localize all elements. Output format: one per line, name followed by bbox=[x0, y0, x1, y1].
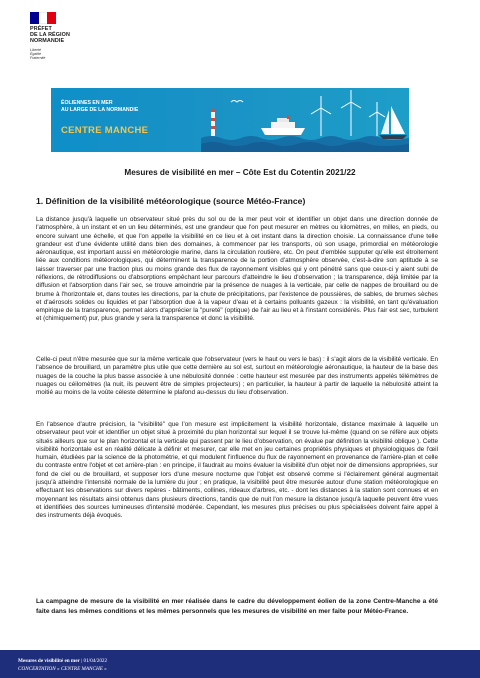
conclusion-paragraph: La campagne de mesure de la visibilité en mer réalisée dans le cadre du développement éolien de la zone Centre-Manche a été faite dans les mêmes conditions et les mêmes personnels que les mesures de visibilité en mer faite pour Météo-France. bbox=[36, 598, 438, 615]
lighthouse-icon bbox=[210, 108, 216, 136]
prefet-logo bbox=[30, 12, 90, 61]
sailboat-icon bbox=[379, 106, 407, 139]
wind-turbine-icon bbox=[311, 90, 385, 136]
paragraph-1: La distance jusqu'à laquelle un observateur situé près du sol ou de la mer peut voir et identifier un objet dans une direction donnée de l'atmosphère, à un instant et en un lieu déterminés, est une grandeur que l'on peut mesurer en mètres ou kilomètres, en milles, en pieds, ou encore suivant une échelle, et que l'on appelle la visibilité en ce lieu et à cet instant dans la direction choisie. La connaissance d'une telle grandeur est d'une évidente utilité dans bien des domaines, à commencer par les transports, où son usage, primordial en météorologie aéronautique, est important aussi en météorologie marine, dans la circulation routière, etc. On peut d'emblée supputer qu'elle est étroitement liée aux conditions météorologiques, qui déterminent la transparence de la portion d'atmosphère observée, c'est-à-dire son aptitude à se laisser traverser par une fraction plus ou moins grande des flux de rayonnement visibles qui y ont pénétré sans que ceux-ci y aient subi de réflexions, de rétrodiffusions ou d'absorptions empêchant leur parcours d'atteindre le lieu d'observation ; la transparence, déjà limitée par la diffusion et l'absorption dans l'air sec, se trouve amoindrie par la présence de nuages à la verticale, par celle de nappes de brouillard ou de brume à l'horizontale et, dans toutes les directions, par la chute de précipitations, par l'existence de poussières, de sables, de brumes sèches et d'aérosols solides ou liquides et par l'absorption due à la vapeur d'eau et à certains polluants gazeux : la visibilité, en tant qu'évaluation empirique de la transparence, permet alors d'apprécier la "pureté" (optique) de l'air au lieu et à l'instant considérés. Plus l'air est sec, turbulent et (chimiquement) pur, plus grande y sera la transparence et donc la visibilité. bbox=[36, 216, 438, 323]
footer-date: | 01/04/2022 bbox=[79, 658, 108, 664]
footer-concertation: CONCERTATION « CENTRE MANCHE » bbox=[18, 666, 107, 672]
project-banner bbox=[51, 88, 409, 152]
document-title: Mesures de visibilité en mer – Côte Est du Cotentin 2021/22 bbox=[124, 168, 356, 177]
logo-title: PRÉFET DE LA RÉGION NORMANDIE bbox=[30, 26, 70, 45]
paragraph-3: En l'absence d'autre précision, la "visibilité" que l'on mesure est implicitement la visibilité horizontale, distance maximale à laquelle un observateur peut voir et identifier un objet situé à proximité du plan horizontal sur lequel il se trouve lui-même (quand on se réfère aux objets situés ailleurs que sur le plan horizontal et la verticale qui passent par le lieu d'observation, on évalue par définition la visibilité oblique ). Cette visibilité horizontale est en réalité délicate à définir et mesurer, car elle met en jeu certaines propriétés physiques et physiologiques de l'œil humain, étudiées par la science de la photométrie, et qui modulent l'influence du flux de rayonnement en provenance de l'arrière-plan et celle du contraste entre l'objet et cet arrière-plan : en principe, il faudrait au moins évaluer la visibilité d'un objet noir de dimensions appropriées, sur fond de ciel ou de brouillard, et supposer lors d'une mesure nocturne que l'objet est observé comme si l'éclairement général augmentait jusqu'à atteindre l'intensité normale de la lumière du jour ; en pratique, la visibilité peut être mesurée autour d'une station météorologique en effectuant les observations sur divers repères - bâtiments, collines, rideaux d'arbres, etc. - dont les distances à la station sont connues et en moyennant les résultats ainsi obtenus dans plusieurs directions, tandis que de nuit l'on mesure la distance jusqu'à laquelle peuvent être vues et identifiées des sources lumineuses d'intensité modérée. Cependant, les mesures plus précises ou plus spécialisées doivent faire appel à des instruments déjà évoqués. bbox=[36, 421, 438, 520]
section-heading: 1. Définition de la visibilité météorologique (source Météo-France) bbox=[36, 196, 306, 206]
ferry-icon bbox=[261, 115, 305, 135]
offshore-wind-illustration bbox=[201, 88, 409, 152]
paragraph-2: Celle-ci peut n'être mesurée que sur la même verticale que l'observateur (vers le haut ou vers le bas) : il s'agit alors de la visibilité verticale. En l'absence de brouillard, un paramètre plus utile que cette dernière au sol est, surtout en météorologie aéronautique, la hauteur de la base des nuages de la couche la plus basse associée à une nébulosité donnée : cette hauteur est mesurée par des instruments appelés télémètres de nuages ou céilomètres (la nuit, ils peuvent être de simples projecteurs) ; en particulier, la hauteur à partir de laquelle la nébulosité atteint la moitié au moins de la voûte céleste détermine le plafond au-dessus du lieu d'observation. bbox=[36, 356, 438, 397]
logo-motto: Liberté Égalité Fraternité bbox=[30, 47, 46, 61]
footer-doc-name: Mesures de visibilité en mer bbox=[18, 658, 80, 664]
page-footer bbox=[0, 650, 480, 678]
banner-subtitle: ÉOLIENNES EN MER AU LARGE DE LA NORMANDIE bbox=[61, 100, 139, 113]
banner-title: CENTRE MANCHE bbox=[61, 125, 149, 136]
footer-doc-line bbox=[18, 657, 107, 665]
flag-icon bbox=[30, 12, 56, 24]
